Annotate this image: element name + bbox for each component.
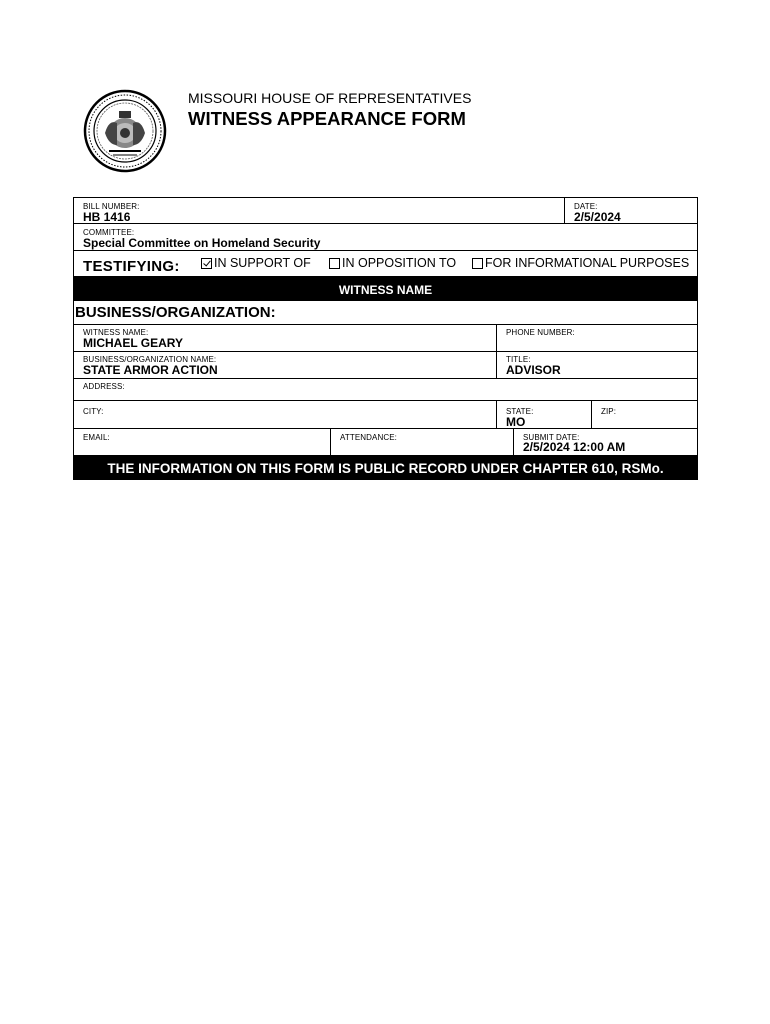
checkbox-empty-icon[interactable] — [329, 258, 340, 269]
title-cell[interactable] — [496, 352, 697, 378]
date-cell[interactable] — [564, 198, 697, 223]
attendance-cell[interactable] — [330, 429, 513, 455]
date-value: 2/5/2024 — [574, 210, 621, 224]
address-label: ADDRESS: — [83, 382, 125, 391]
witness-name-banner-text: WITNESS NAME — [338, 283, 433, 297]
testifying-row — [73, 251, 698, 277]
zip-label: ZIP: — [601, 407, 617, 416]
witness-phone-row — [73, 325, 698, 352]
witness-name-banner — [73, 277, 698, 301]
witness-name-value: MICHAEL GEARY — [83, 336, 184, 350]
bill-number-label: BILL NUMBER: — [83, 202, 140, 211]
option-in-support[interactable] — [201, 256, 311, 270]
option-in-opposition-label: IN OPPOSITION TO — [342, 256, 457, 270]
city-cell[interactable] — [74, 401, 496, 428]
bill-number-cell[interactable] — [74, 198, 564, 223]
date-label: DATE: — [574, 202, 598, 211]
city-label: CITY: — [83, 407, 104, 416]
option-in-support-label: IN SUPPORT OF — [214, 256, 311, 270]
phone-number-label: PHONE NUMBER: — [506, 328, 575, 337]
state-value: MO — [506, 415, 526, 429]
submit-date-cell[interactable] — [513, 429, 697, 455]
state-label: STATE: — [506, 407, 534, 416]
public-record-notice — [73, 456, 698, 480]
option-in-opposition[interactable] — [329, 256, 456, 270]
committee-value: Special Committee on Homeland Security — [83, 236, 321, 250]
attendance-label: ATTENDANCE: — [340, 433, 397, 442]
submit-date-label: SUBMIT DATE: — [523, 433, 580, 442]
business-name-value: STATE ARMOR ACTION — [83, 363, 218, 377]
testifying-label: TESTIFYING: — [83, 258, 180, 275]
zip-cell[interactable] — [591, 401, 697, 428]
committee-label: COMMITTEE: — [83, 228, 135, 237]
witness-name-cell[interactable] — [74, 325, 496, 351]
public-record-notice-text: THE INFORMATION ON THIS FORM IS PUBLIC RECORD UNDER CHAPTER 610, RSMo. — [107, 461, 664, 476]
witness-form — [73, 197, 698, 480]
submit-date-value: 2/5/2024 12:00 AM — [523, 440, 626, 454]
bill-number-value: HB 1416 — [83, 210, 131, 224]
business-org-heading: BUSINESS/ORGANIZATION: — [75, 304, 276, 321]
bill-date-row — [73, 197, 698, 224]
witness-name-label: WITNESS NAME: — [83, 328, 149, 337]
title-value: ADVISOR — [506, 363, 561, 377]
checkbox-empty-icon[interactable] — [472, 258, 483, 269]
business-name-label: BUSINESS/ORGANIZATION NAME: — [83, 355, 217, 364]
title-label: TITLE: — [506, 355, 531, 364]
business-name-cell[interactable] — [74, 352, 496, 378]
missouri-house-seal — [83, 89, 167, 173]
header-subtitle: MISSOURI HOUSE OF REPRESENTATIVES — [188, 90, 472, 106]
city-state-zip-row — [73, 401, 698, 429]
email-attendance-submit-row — [73, 429, 698, 456]
option-informational[interactable] — [472, 256, 689, 270]
committee-row[interactable] — [73, 224, 698, 251]
business-title-row — [73, 352, 698, 379]
option-informational-label: FOR INFORMATIONAL PURPOSES — [485, 256, 690, 270]
state-cell[interactable] — [496, 401, 591, 428]
checkbox-checked-icon[interactable] — [201, 258, 212, 269]
form-title: WITNESS APPEARANCE FORM — [188, 108, 466, 129]
email-cell[interactable] — [74, 429, 330, 455]
business-org-heading-row — [73, 301, 698, 325]
address-row[interactable] — [73, 379, 698, 401]
phone-number-cell[interactable] — [496, 325, 697, 351]
email-label: EMAIL: — [83, 433, 110, 442]
